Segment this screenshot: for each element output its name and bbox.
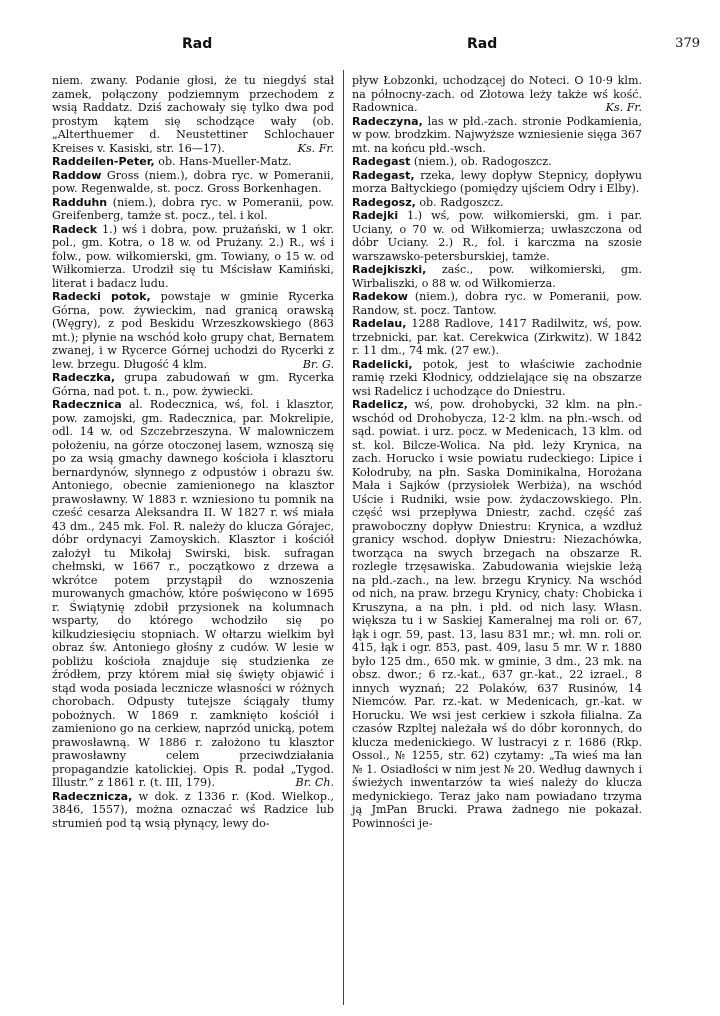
entry-headword: Radegast, [352, 168, 415, 182]
entry-text: al. Rodecznica, wś, fol. i klasztor, pow. zamojski, gm. Radecznica, par. Mokrelipie, odl. 14 w. od Szczebrzeszyna. W malowniczem położeniu, na górze otoczonej lasem, wznoszą się po za wsią gmachy dawnego kościoła i klasztoru bernardynów, słynnego z odpustów i obrazu św. Antoniego, obecnie zamienionego na klasztor prawosławny. W 1883 r. wzniesiono tu pomnik na cześć cesarza Aleksandra II. W 1827 r. wś miała 43 dm., 245 mk. Fol. R. należy do klucza Górajec, dóbr ordynacyi Zamoyskich. Klasztor i kościół założył tu Mikołaj Swirski, bisk. sufragan chełmski, w 1667 r., początkowo z drzewa a wkrótce potem przystąpił do wznoszenia murowanych gmachów, które poświęcono w 1695 r. Świątynię zdobił przysionek na kolumnach wsparty, do którego wchodziło się po kilkudziesięciu stopniach. W ołtarzu wielkim był obraz św. Antoniego głośny z cudów. W lesie w pobliżu kościoła znajduje się studzienka ze źródłem, przy którem miał się święty objawić i stąd woda posiada lecznicze własności w różnych chorobach. Odpusty tutejsze ściągały tłumy pobożnych. W 1869 r. zamknięto kościół i zamieniono go na cerkiew, naprzód unicką, potem prawosławną. W 1886 r. założono tu klasztor prawosławny celem przeciwdziałania propagandzie katolickiej. Opis R. podał „Tygod. Illustr.” z 1861 r. (t. III, 179). [52, 398, 335, 789]
entry-headword: Radecznicza, [52, 789, 133, 803]
column-divider [343, 70, 344, 1005]
entry-text: las w płd.-zach. stronie Podkamienia, w pow. brodzkim. Najwyższe wzniesienie sięga 367 mt. na końcu płd.-wsch. [352, 114, 642, 155]
entry-text: niem. zwany. Podanie głosi, że tu niegdyś stał zamek, połączony podziemnym przechodem z wsią Raddatz. Dziś zachowały się tylko dwa pod prostym kątem się schodzące wały (ob. „Alterthuemer d. Neustettiner Schlochauer Kreises v. Kasiski, str. 16—17). [52, 74, 334, 155]
dictionary-entry [52, 371, 334, 398]
left-column [52, 74, 334, 830]
entry-text: 1288 Radlove, 1417 Radilwitz, wś, pow. trzebnicki, par. kat. Cerekwica (Zirkwitz). W 1842 r. 11 dm., 74 mk. (27 ew.). [352, 317, 642, 357]
entry-author-signature: Br. G. [302, 357, 334, 371]
entry-headword: Radejki [352, 209, 399, 222]
entry-text: (niem.), ob. Radogoszcz. [413, 155, 552, 168]
entry-author-signature: Ks. Fr. [297, 141, 334, 155]
entry-headword: Radeczyna, [352, 114, 423, 128]
right-column [352, 74, 642, 830]
dictionary-entry [52, 223, 334, 291]
entry-headword: Radecki potok, [52, 290, 151, 303]
header-right-title: Rad [467, 36, 498, 52]
entry-author-signature: Br. Ch. [295, 776, 334, 789]
entry-headword: Radduhn [52, 195, 108, 209]
entry-text: zaśc., pow. wiłkomierski, gm. Wirbaliszki, o 88 w. od Wiłkomierza. [352, 263, 642, 290]
dictionary-entry [352, 196, 642, 210]
dictionary-entry [352, 317, 642, 358]
dictionary-entry [52, 398, 334, 790]
dictionary-entry [352, 290, 642, 317]
entry-headword: Radecznica [52, 398, 122, 411]
entry-headword: Radegast [352, 155, 411, 168]
entry-text: ob. Hans-Mueller-Matz. [158, 155, 292, 168]
entry-text: rzeka, lewy dopływ Stepnicy, dopływu morza Bałtyckiego (pomiędzy ujściem Odry i Elby). [352, 168, 643, 195]
entry-text: 1.) wś i dobra, pow. prużański, w 1 okr. pol., gm. Kotra, o 18 w. od Prużany. 2.) R., wś i folw., pow. wiłkomierski, gm. Towiany, o 15 w. od Wiłkomierza. Urodził się tu Mścisław Kamiński, literat i badacz ludu. [52, 222, 334, 290]
dictionary-entry [52, 74, 334, 155]
dictionary-entry [352, 263, 642, 290]
page-header [50, 36, 700, 58]
dictionary-entry [352, 115, 642, 156]
dictionary-entry [52, 155, 334, 169]
header-left-title: Rad [182, 36, 213, 52]
entry-headword: Radelau, [352, 317, 407, 330]
dictionary-entry [52, 790, 334, 831]
entry-headword: Raddow [52, 168, 102, 182]
dictionary-entry [52, 196, 334, 223]
entry-text: pływ Łobzonki, uchodzącej do Noteci. O 10·9 klm. na północny-zach. od Złotowa leży także wś kość. Radownica. [352, 74, 642, 114]
entry-author-signature: Ks. Fr. [605, 101, 642, 114]
dictionary-entry [352, 74, 642, 115]
dictionary-entry [352, 155, 642, 169]
entry-text: w dok. z 1336 r. (Kod. Wielkop., 3846, 1557), można oznaczać wś Radzice lub strumień pod tą wsią płynący, lewy do- [52, 789, 335, 830]
entry-headword: Radekow [352, 290, 408, 303]
entry-headword: Radejkiszki, [352, 263, 427, 276]
entry-text: (niem.), dobra ryc. w Pomeranii, pow. Randow, st. pocz. Tantow. [352, 290, 642, 317]
dictionary-entry [52, 169, 334, 196]
dictionary-entry [352, 169, 642, 196]
entry-headword: Radelicki, [352, 357, 413, 371]
entry-text: grupa zabudowań w gm. Rycerka Górna, nad pot. t. n., pow. żywiecki. [52, 371, 334, 398]
entry-headword: Radeck [52, 222, 98, 236]
entry-text: potok, jest to właściwie zachodnie ramię rzeki Kłodnicy, oddzielające się na obszarze wsi Radelicz i uchodzące do Dniestru. [352, 357, 642, 398]
entry-text: wś, pow. drohobycki, 32 klm. na płn.-wschód od Drohobycza, 12·2 klm. na płn.-wsch. od sąd. powiat. i urz. pocz. w Medenicach, 13 klm. od st. kol. Bilcze-Wolica. Na płd. leży Krynica, na zach. Horucko i wsie powiatu rudeckiego: Lipice i Kołodruby, na płn. Saska Dominikalna, Horożana Mała i Sajków (przysiołek Werbiża), na wschód Uście i Rudniki, wsie pow. żydaczowskiego. Płn. część wsi przepływa Dniestr, zachd. część zaś prawoboczny dopływ Dniestru: Krynica, a wzdłuż granicy wschod. dopływ Dniestru: Niezachówka, tworząca na swych brzegach na obszarze R. rozległe trzęsawiska. Zabudowania wiejskie leżą na płd.-zach., na lew. brzegu Krynicy. Na wschód od nich, na praw. brzegu Krynicy, chaty: Chobicka i Kruszyna, a na płn. i płd. od nich lasy. Własn. większa tu i w Saskiej Kameralnej ma roli or. 67, łąk i ogr. 59, past. 13, lasu 831 mr.; wł. mn. roli or. 415, łąk i ogr. 853, past. 409, lasu 5 mr. W r. 1880 było 125 dm., 650 mk. w gminie, 3 dm., 23 mk. na obsz. dwor.; 6 rz.-kat., 637 gr.-kat., 22 izrael., 8 innych wyznań; 22 Polaków, 637 Rusinów, 14 Niemców. Par. rz.-kat. w Medenicach, gr.-kat. w Horucku. We wsi jest cerkiew i szkoła filialna. Za czasów Rzpltej należała wś do dóbr koronnych, do klucza medenickiego. W lustracyi z r. 1686 (Rkp. Ossol., № 1255, str. 62) czytamy: „Ta wieś ma łan № 1. Osiadłości w nim jest № 20. Według dawnych i świeżych inwentarzów ta wieś należy do klucza medynickiego. Teraz jako nam powiadano trzyma ją JmPan Brucki. Prawa żadnego nie pokazał. Powinności je- [352, 398, 642, 830]
entry-headword: Radegosz, [352, 195, 416, 209]
entry-headword: Radeczka, [52, 371, 116, 384]
page-number: 379 [675, 36, 700, 51]
entry-headword: Radelicz, [352, 398, 408, 411]
entry-headword: Raddeilen-Peter, [52, 155, 155, 168]
entry-text: Gross (niem.), dobra ryc. w Pomeranii, pow. Regenwalde, st. pocz. Gross Borkenhagen. [52, 168, 335, 195]
dictionary-entry [352, 398, 642, 830]
dictionary-entry [52, 290, 334, 371]
entry-text: (niem.), dobra ryc. w Pomeranii, pow. Greifenberg, tamże st. pocz., tel. i kol. [52, 195, 334, 222]
dictionary-entry [352, 209, 642, 263]
entry-text: 1.) wś, pow. wiłkomierski, gm. i par. Uciany, o 70 w. od Wiłkomierza; uwłaszczona od dóbr Uciany. 2.) R., fol. i karczma na szosie warszawsko-petersburskiej, tamże. [352, 209, 642, 263]
entry-text: powstaje w gminie Rycerka Górna, pow. żywieckim, nad granicą orawską (Węgry), z pod Beskidu Wrzeszkowskiego (863 mt.); płynie na wschód koło grupy chat, Bernatem zwanej, i w Rycerce Górnej uchodzi do Rycerki z lew. brzegu. Długość 4 klm. [52, 290, 334, 371]
entry-text: ob. Radgoszcz. [419, 195, 504, 209]
dictionary-entry [352, 358, 642, 399]
